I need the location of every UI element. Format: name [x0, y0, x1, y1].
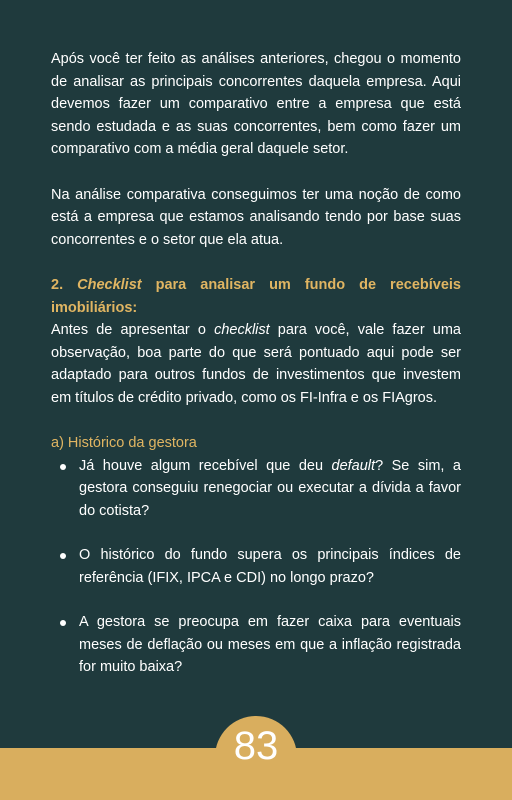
checklist-item-text-start: Já houve algum recebível que deu [79, 457, 332, 474]
page-content [51, 48, 461, 679]
checklist-item [51, 611, 461, 679]
paragraph-competitors: Após você ter feito as análises anteriores, chegou o momento de analisar as principais concorrentes daquela empresa. Aqui devemos fazer um comparativo entre a empresa que está sendo estudada e as suas concorrentes, bem como fazer um comparativo com a média geral daquele setor. [51, 51, 461, 157]
bullet-icon [60, 620, 66, 626]
checklist-item [51, 544, 461, 589]
section-heading-rest: para analisar um fundo de recebíveis imobiliários: [51, 277, 461, 316]
section-number: 2. [51, 277, 64, 293]
subsection-heading: a) Histórico da gestora [51, 435, 197, 451]
bullet-icon [60, 464, 66, 470]
checklist-item-italic: default [331, 457, 376, 474]
paragraph-comparative-analysis: Na análise comparativa conseguimos ter uma noção de como está a empresa que estamos analisando tendo por base suas concorrentes e o setor que ela atua. [51, 186, 461, 248]
checklist [51, 455, 461, 679]
checklist-item [51, 455, 461, 523]
bullet-icon [60, 553, 66, 559]
section-intro [51, 319, 461, 409]
section-heading-italic: Checklist [77, 277, 142, 293]
section-heading [51, 274, 461, 319]
section-intro-end: para você, vale fazer uma observação, boa parte do que será pontuado aqui pode ser adaptado para outros fundos de investimentos que investem em títulos de crédito privado, como os FI-Infra e os FIAgros. [51, 322, 461, 406]
checklist-item-text-end: ? Se sim, a gestora conseguiu renegociar ou executar a dívida a favor do cotista? [79, 457, 461, 519]
checklist-item-text: A gestora se preocupa em fazer caixa para eventuais meses de deflação ou meses em que a inflação registrada for muito baixa? [79, 614, 461, 675]
page-number: 83 [233, 724, 279, 768]
section-intro-start: Antes de apresentar o [51, 322, 215, 338]
checklist-item-text: O histórico do fundo supera os principais índices de referência (IFIX, IPCA e CDI) no longo prazo? [79, 547, 461, 586]
section-intro-italic: checklist [214, 322, 270, 338]
